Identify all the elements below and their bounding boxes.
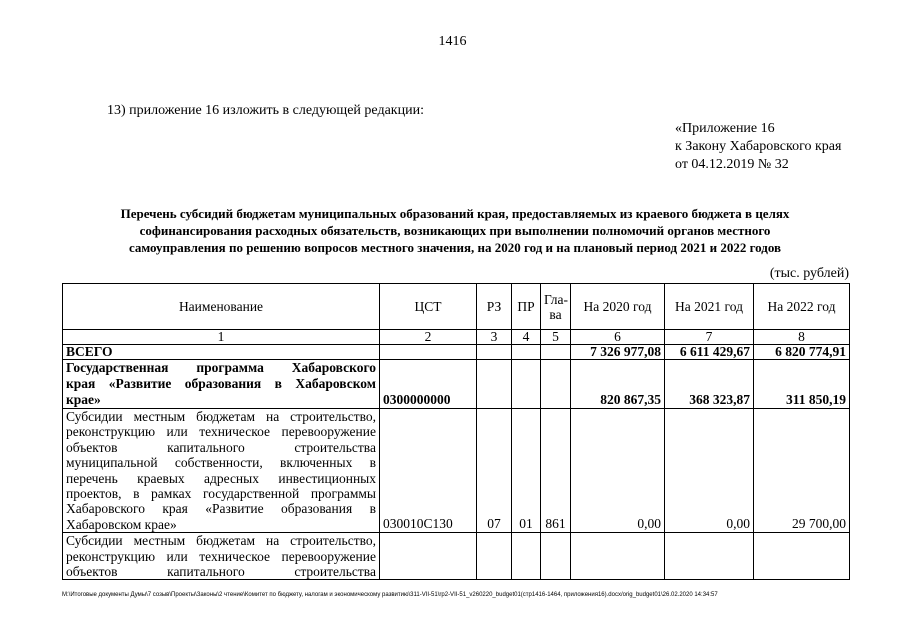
header-name: Наименование bbox=[63, 284, 380, 330]
program-name bbox=[63, 360, 380, 409]
col-num-1: 1 bbox=[63, 330, 380, 345]
header-2022: На 2022 год bbox=[754, 284, 850, 330]
subsidy-row-1-2020: 0,00 bbox=[571, 409, 665, 533]
subsidy-row-1-line: муниципальной собственности, включенных в bbox=[66, 455, 376, 471]
units-label: (тыс. рублей) bbox=[769, 266, 849, 281]
title-line-1: Перечень субсидий бюджетам муниципальных образований края, предоставляемых из краевого бюджета в целях bbox=[120, 206, 790, 221]
subsidy-row-2-line: реконструкцию или техническое перевооружение bbox=[66, 548, 376, 564]
subsidy-row-1-line: Субсидии местным бюджетам на строительство, bbox=[66, 409, 376, 424]
program-2021: 368 323,87 bbox=[665, 360, 754, 409]
instruction-text: 13) приложение 16 изложить в следующей редакции: bbox=[107, 103, 424, 118]
col-num-2: 2 bbox=[380, 330, 477, 345]
program-row bbox=[63, 360, 850, 409]
subsidy-row-2-line: объектов капитального строительства bbox=[66, 564, 376, 580]
appendix-line-2: к Закону Хабаровского края bbox=[675, 139, 842, 154]
column-number-row bbox=[63, 330, 850, 345]
subsidy-row-1-2022: 29 700,00 bbox=[754, 409, 850, 533]
subsidy-row-1-2021: 0,00 bbox=[665, 409, 754, 533]
subsidy-row-1-glava: 861 bbox=[541, 409, 571, 533]
appendix-reference bbox=[675, 120, 841, 174]
program-cst: 0300000000 bbox=[380, 360, 477, 409]
subsidy-row-1-line: Хабаровском крае» bbox=[66, 516, 177, 532]
col-num-4: 4 bbox=[512, 330, 541, 345]
subsidy-row-1-line: Хабаровского края «Развитие образования в bbox=[66, 501, 376, 517]
program-name-line-3: крае» bbox=[66, 392, 101, 407]
header-2021: На 2021 год bbox=[665, 284, 754, 330]
total-row bbox=[63, 345, 850, 360]
header-pr: ПР bbox=[512, 284, 541, 330]
subsidy-row-1-rz: 07 bbox=[477, 409, 512, 533]
header-cst: ЦСТ bbox=[380, 284, 477, 330]
program-2020: 820 867,35 bbox=[571, 360, 665, 409]
subsidy-row-2-line: Субсидии местным бюджетам на строительство, bbox=[66, 533, 376, 549]
appendix-line-3: от 04.12.2019 № 32 bbox=[675, 157, 789, 172]
total-2021: 6 611 429,67 bbox=[665, 345, 754, 360]
col-num-8: 8 bbox=[754, 330, 850, 345]
subsidy-row-1-line: реконструкцию или техническое перевооружение bbox=[66, 424, 376, 440]
program-name-line-1: Государственная программа Хабаровского bbox=[66, 360, 376, 375]
header-glava-line-2: ва bbox=[549, 306, 562, 322]
col-num-7: 7 bbox=[665, 330, 754, 345]
col-num-5: 5 bbox=[541, 330, 571, 345]
subsidy-row-1-name bbox=[63, 409, 380, 533]
total-label: ВСЕГО bbox=[63, 345, 380, 360]
program-2022: 311 850,19 bbox=[754, 360, 850, 409]
subsidy-row-1-cst: 030010С130 bbox=[380, 409, 477, 533]
total-2020: 7 326 977,08 bbox=[571, 345, 665, 360]
appendix-line-1: «Приложение 16 bbox=[675, 121, 775, 136]
program-name-line-2: края «Развитие образования в Хабаровском bbox=[66, 376, 376, 391]
subsidy-row-1-line: объектов капитального строительства bbox=[66, 439, 376, 455]
subsidy-row-1-pr: 01 bbox=[512, 409, 541, 533]
table-header-row bbox=[63, 284, 850, 330]
col-num-6: 6 bbox=[571, 330, 665, 345]
footer-file-path: M:\Итоговые документы Думы\7 созыв\Проекты\Законы\2 чтение\Комитет по бюджету, налогам и экономическому развитию\311-VII-51\rp2-VII-51_v260220_budget01(стр1416-1464, приложения16).docx/orig_budget01\26.02.2020 14:34:57 bbox=[62, 592, 718, 598]
header-glava bbox=[541, 284, 571, 330]
subsidy-row-1-line: перечень краевых адресных инвестиционных bbox=[66, 470, 376, 486]
title-line-2: софинансирования расходных обязательств, возникающих при выполнении полномочий органов местного bbox=[139, 223, 771, 238]
document-title bbox=[60, 205, 850, 256]
total-2022: 6 820 774,91 bbox=[754, 345, 850, 360]
page-number: 1416 bbox=[438, 34, 467, 49]
col-num-3: 3 bbox=[477, 330, 512, 345]
subsidy-row-1-line: проектов, в рамках государственной программы bbox=[66, 486, 376, 502]
header-glava-line-1: Гла- bbox=[544, 291, 569, 307]
header-2020: На 2020 год bbox=[571, 284, 665, 330]
subsidy-row-1 bbox=[63, 409, 850, 533]
subsidies-table bbox=[62, 283, 850, 580]
header-rz: РЗ bbox=[477, 284, 512, 330]
title-line-3: самоуправления по решению вопросов местного значения, на 2020 год и на плановый период 2021 и 2022 годов bbox=[128, 240, 782, 255]
subsidy-row-2-name bbox=[63, 533, 380, 580]
subsidy-row-2 bbox=[63, 533, 850, 580]
